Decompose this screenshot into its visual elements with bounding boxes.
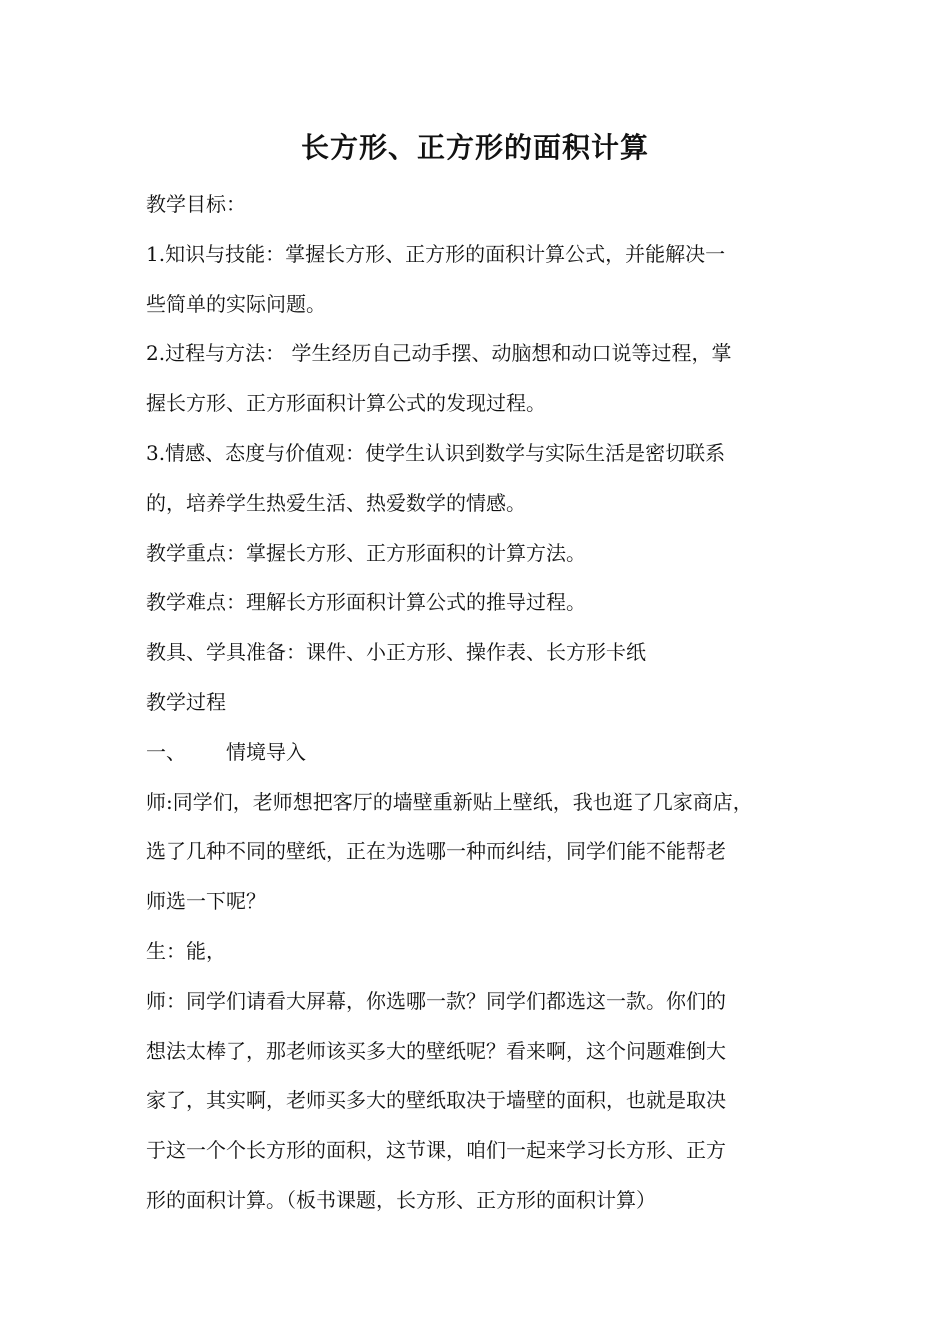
text-line: 些简单的实际问题。	[146, 291, 326, 316]
text-line: 教学目标：	[146, 192, 246, 216]
text-line: 3.情感、态度与价值观：使学生认识到数学与实际生活是密切联系	[146, 440, 726, 465]
text-line: 形的面积计算。（板书课题，长方形、正方形的面积计算）	[146, 1187, 656, 1212]
section-heading	[146, 728, 826, 778]
text-line: 师选一下呢？	[146, 889, 266, 914]
text-line: 家了，其实啊，老师买多大的壁纸取决于墙壁的面积，也就是取决	[146, 1088, 726, 1113]
text-line: 于这一个个长方形的面积，这节课，咱们一起来学习长方形、正方	[146, 1138, 726, 1163]
text-line: 教学重点：掌握长方形、正方形面积的计算方法。	[146, 540, 586, 565]
text-line: 选了几种不同的壁纸，正在为选哪一种而纠结，同学们能不能帮老	[146, 839, 726, 864]
text-line: 师：同学们请看大屏幕，你选哪一款？同学们都选这一款。你们的	[146, 988, 726, 1013]
text-line: 教学难点：理解长方形面积计算公式的推导过程。	[146, 590, 586, 615]
text-line: 想法太棒了，那老师该买多大的壁纸呢？看来啊，这个问题难倒大	[146, 1038, 726, 1063]
text-line: 教具、学具准备：课件、小正方形、操作表、长方形卡纸	[146, 640, 646, 665]
document-body	[146, 180, 826, 1226]
section-label: 情境导入	[226, 739, 306, 764]
text-line: 生：能，	[146, 938, 226, 963]
text-line: 2.过程与方法： 学生经历自己动手摆、动脑想和动口说等过程，掌	[146, 341, 732, 366]
text-line: 握长方形、正方形面积计算公式的发现过程。	[146, 391, 546, 416]
text-line: 1.知识与技能：掌握长方形、正方形的面积计算公式，并能解决一	[146, 241, 726, 266]
document-title: 长方形、正方形的面积计算	[300, 131, 649, 164]
text-line: 师:同学们，老师想把客厅的墙壁重新贴上壁纸，我也逛了几家商店，	[146, 789, 753, 814]
section-number: 一、	[146, 739, 186, 764]
text-line: 的，培养学生热爱生活、热爱数学的情感。	[146, 490, 526, 515]
text-line: 教学过程	[146, 689, 226, 714]
